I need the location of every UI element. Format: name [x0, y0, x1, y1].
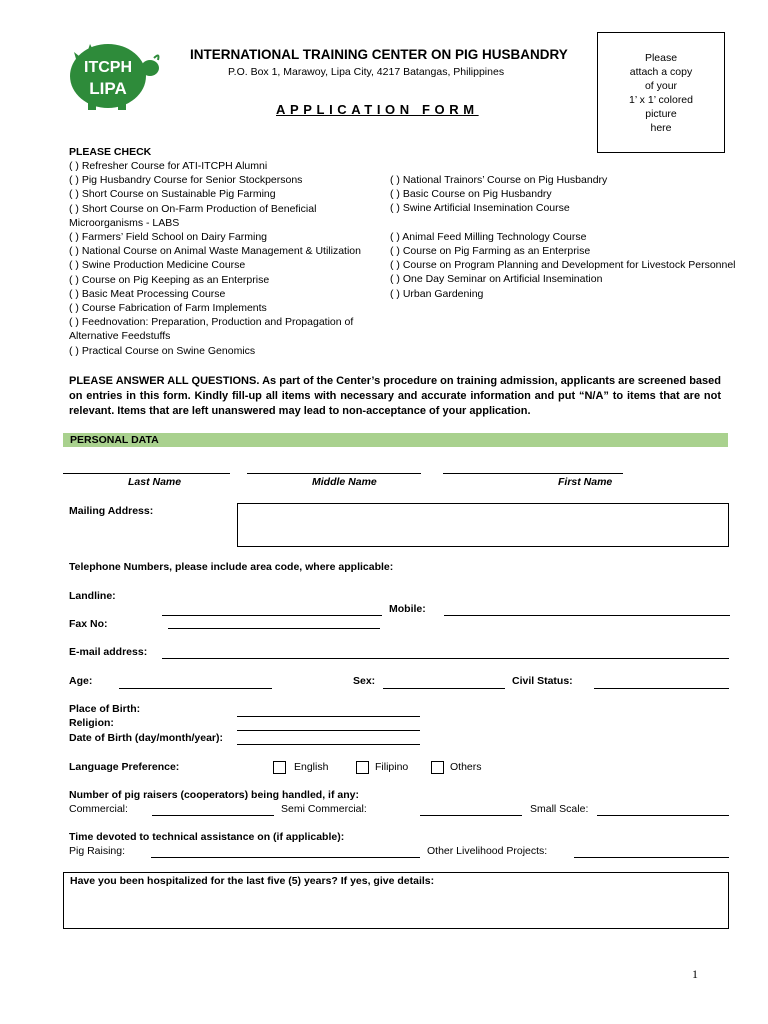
course-option: Alternative Feedstuffs: [69, 330, 171, 343]
email-line[interactable]: [162, 658, 729, 659]
form-title: APPLICATION FORM: [276, 102, 479, 117]
other-livelihood-line[interactable]: [574, 857, 729, 858]
course-option[interactable]: ( ) Course on Program Planning and Development for Livestock Personnel: [390, 259, 736, 272]
photo-box-line: picture: [645, 108, 677, 120]
course-option[interactable]: ( ) Feednovation: Preparation, Production and Propagation of: [69, 316, 354, 329]
mobile-label: Mobile:: [389, 603, 426, 615]
language-label: Language Preference:: [69, 761, 180, 773]
place-of-birth-line[interactable]: [237, 716, 420, 717]
course-option[interactable]: ( ) Course Fabrication of Farm Implements: [69, 302, 267, 315]
filipino-label: Filipino: [375, 761, 409, 773]
course-option[interactable]: ( ) Basic Course on Pig Husbandry: [390, 188, 552, 201]
others-label: Others: [450, 761, 482, 773]
page-number: 1: [692, 967, 698, 981]
age-label: Age:: [69, 675, 93, 687]
photo-box-line: Please: [644, 52, 678, 64]
personal-data-heading: PERSONAL DATA: [70, 434, 159, 446]
telephone-heading: Telephone Numbers, please include area code, where applicable:: [69, 561, 394, 573]
photo-box-line: here: [650, 122, 672, 134]
last-name-line[interactable]: [63, 473, 230, 474]
course-option[interactable]: ( ) National Trainors’ Course on Pig Husbandry: [390, 174, 608, 186]
middle-name-line[interactable]: [247, 473, 421, 474]
religion-label: Religion:: [69, 717, 114, 729]
course-list-left: [69, 159, 361, 358]
fax-line[interactable]: [168, 628, 380, 629]
sex-line[interactable]: [383, 688, 505, 689]
date-of-birth-label: Date of Birth (day/month/year):: [69, 732, 224, 744]
civil-status-line[interactable]: [594, 688, 729, 689]
photo-box: [597, 32, 725, 153]
mailing-address-box[interactable]: [237, 503, 729, 547]
filipino-checkbox[interactable]: [356, 761, 369, 774]
institution-title: INTERNATIONAL TRAINING CENTER ON PIG HUSBANDRY: [190, 47, 568, 62]
landline-label: Landline:: [69, 590, 116, 602]
course-option[interactable]: ( ) Basic Meat Processing Course: [69, 287, 226, 300]
course-option[interactable]: ( ) Animal Feed Milling Technology Course: [390, 230, 587, 243]
please-check-heading: PLEASE CHECK: [69, 146, 152, 158]
landline-line[interactable]: [162, 615, 382, 616]
pig-raising-label: Pig Raising:: [69, 845, 126, 857]
middle-name-label: Middle Name: [312, 476, 377, 488]
photo-box-line: 1’ x 1’ colored: [628, 94, 693, 106]
other-livelihood-label: Other Livelihood Projects:: [427, 845, 548, 857]
logo-text-bottom: LIPA: [89, 79, 127, 98]
photo-box-line: attach a copy: [629, 66, 693, 78]
mobile-line[interactable]: [444, 615, 730, 616]
institution-address: P.O. Box 1, Marawoy, Lipa City, 4217 Batangas, Philippines: [228, 66, 505, 78]
email-label: E-mail address:: [69, 646, 148, 658]
logo-text-top: ITCPH: [84, 59, 132, 76]
small-scale-label: Small Scale:: [530, 803, 589, 815]
hospitalization-question: Have you been hospitalized for the last five (5) years? If yes, give details:: [70, 875, 435, 887]
course-option[interactable]: ( ) Urban Gardening: [390, 287, 484, 300]
course-option[interactable]: ( ) Short Course on Sustainable Pig Farming: [69, 188, 276, 201]
pig-raising-line[interactable]: [151, 857, 420, 858]
course-option[interactable]: ( ) Practical Course on Swine Genomics: [69, 344, 256, 357]
course-option[interactable]: ( ) National Course on Animal Waste Management & Utilization: [69, 245, 361, 258]
civil-status-label: Civil Status:: [512, 675, 573, 687]
course-option[interactable]: ( ) Course on Pig Farming as an Enterprise: [390, 245, 591, 257]
english-label: English: [294, 761, 329, 773]
instructions-paragraph: PLEASE ANSWER ALL QUESTIONS. As part of the Center’s procedure on training admission, applicants are screened based on entries in this form. Kindly fill-up all items with necessary and accurate information and put “N/A” to items that are not relevant. Items that are left unanswered may lead to non-acceptance of your application.: [69, 375, 721, 417]
commercial-label: Commercial:: [69, 803, 128, 815]
photo-box-line: of your: [644, 80, 678, 92]
course-list-right: [390, 173, 736, 301]
course-option[interactable]: ( ) Swine Production Medicine Course: [69, 259, 246, 272]
personal-data-bar: [63, 433, 728, 447]
mailing-address-label: Mailing Address:: [69, 505, 154, 517]
last-name-label: Last Name: [128, 476, 182, 488]
date-of-birth-line[interactable]: [237, 744, 420, 745]
time-devoted-heading: Time devoted to technical assistance on (if applicable):: [69, 831, 345, 843]
age-line[interactable]: [119, 688, 272, 689]
place-of-birth-label: Place of Birth:: [69, 703, 141, 715]
course-option-spacer: [390, 216, 736, 230]
commercial-line[interactable]: [152, 815, 274, 816]
sex-label: Sex:: [353, 675, 376, 687]
semi-commercial-line[interactable]: [420, 815, 522, 816]
english-checkbox[interactable]: [273, 761, 286, 774]
course-option[interactable]: ( ) Refresher Course for ATI-ITCPH Alumni: [69, 160, 268, 172]
course-option[interactable]: ( ) Short Course on On-Farm Production of Beneficial: [69, 202, 317, 215]
first-name-line[interactable]: [443, 473, 623, 474]
semi-commercial-label: Semi Commercial:: [281, 803, 367, 815]
course-option[interactable]: ( ) Pig Husbandry Course for Senior Stockpersons: [69, 174, 303, 187]
religion-line[interactable]: [237, 730, 420, 731]
course-option[interactable]: ( ) Farmers’ Field School on Dairy Farming: [69, 231, 267, 244]
hospitalization-box[interactable]: [63, 872, 729, 929]
first-name-label: First Name: [558, 476, 613, 488]
pig-raisers-heading: Number of pig raisers (cooperators) being handled, if any:: [69, 789, 359, 801]
small-scale-line[interactable]: [597, 815, 729, 816]
itcph-logo: [66, 38, 162, 112]
course-option: Microorganisms - LABS: [69, 216, 180, 229]
course-option[interactable]: ( ) One Day Seminar on Artificial Insemination: [390, 273, 603, 286]
course-option[interactable]: ( ) Course on Pig Keeping as an Enterprise: [69, 273, 270, 286]
course-option[interactable]: ( ) Swine Artificial Insemination Course: [390, 202, 570, 215]
others-checkbox[interactable]: [431, 761, 444, 774]
fax-label: Fax No:: [69, 618, 108, 630]
